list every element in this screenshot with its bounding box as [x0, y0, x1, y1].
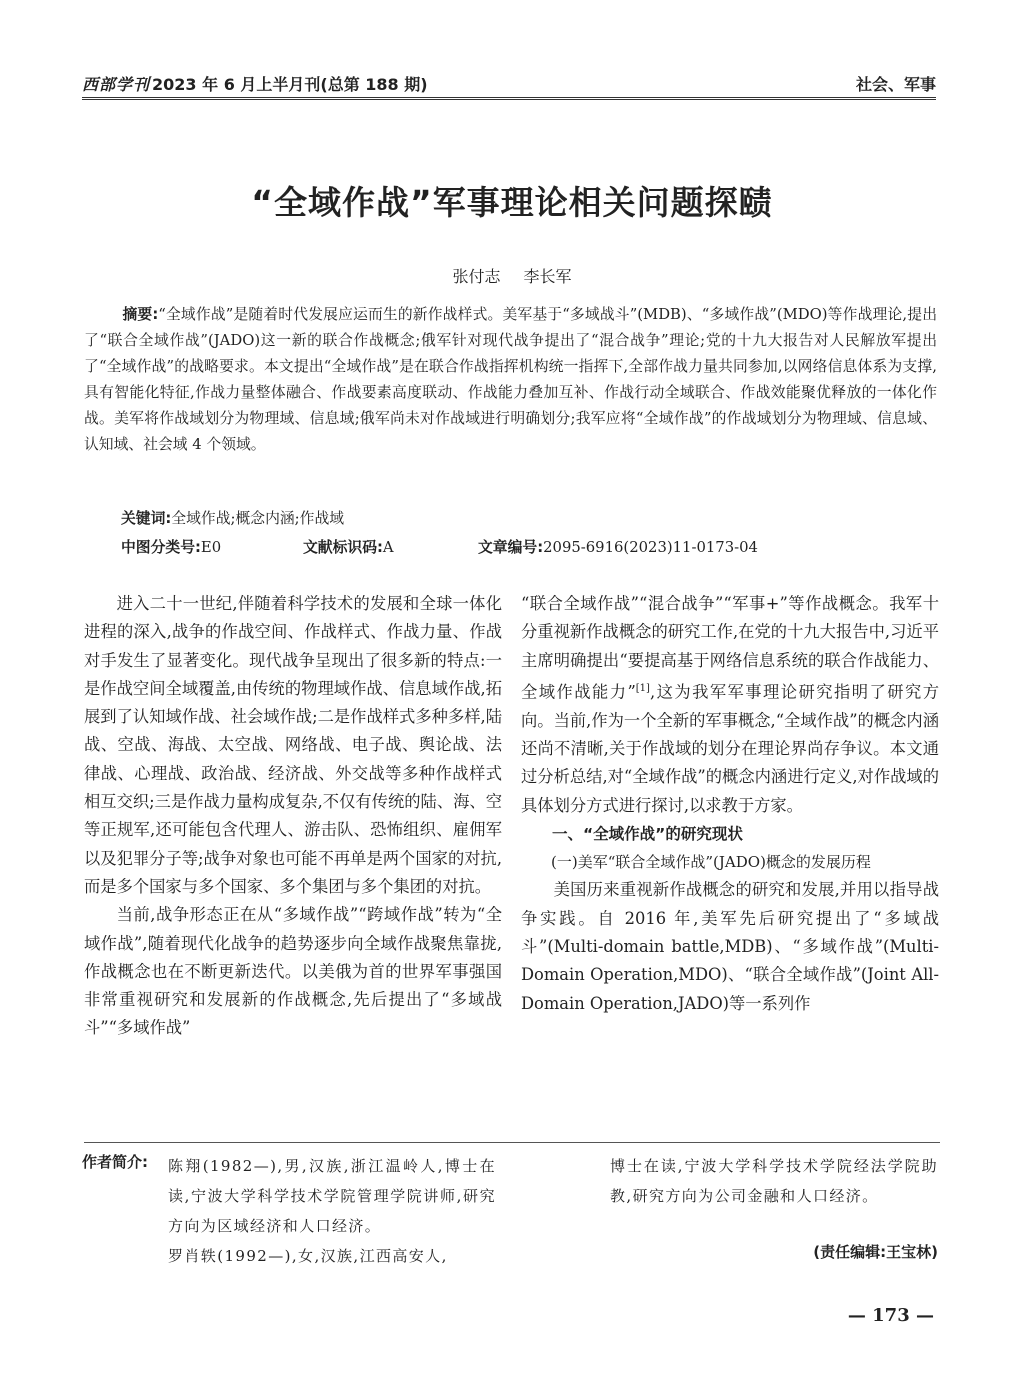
- abstract-text: “全域作战”是随着时代发展应运而生的新作战样式。美军基于“多域战斗”(MDB)、“多域作战”(MDO)等作战理论,提出了“联合全域作战”(JADO)这一新的联合作战概念;俄军针对现代战争提出了“混合战争”理论;党的十九大报告对人民解放军提出了“全域作战”的战略要求。本文提出“全域作战”是在联合作战指挥机构统一指挥下,全部作战力量共同参加,以网络信息体系为支撑,具有智能化特征,作战力量整体融合、作战要素高度联动、作战能力叠加互补、作战行动全域联合、作战效能聚优释放的一体化作战。美军将作战域划分为物理域、信息域;俄军尚未对作战域进行明确划分;我军应将“全域作战”的作战域划分为物理域、信息域、认知域、社会域 4 个领域。: [84, 306, 937, 453]
- author-bio-right: [610, 1151, 938, 1211]
- clc-value: E0: [200, 539, 222, 556]
- article-title: “全域作战”军事理论相关问题探赜: [251, 183, 773, 222]
- keywords-label: 关键词:: [121, 510, 172, 527]
- bio-label: 作者简介:: [82, 1153, 148, 1171]
- journal-name: 西部学刊: [82, 75, 151, 94]
- citation-ref: [1]: [635, 682, 650, 694]
- body-text: “联合全域作战”“混合战争”“军事+”等作战概念。我军十分重视新作战概念的研究工作,在党的十九大报告中,习近平主席明确提出“要提高基于网络信息系统的联合作战能力、全域作战能力”: [521, 594, 939, 702]
- issue-info: 2023 年 6 月上半月刊(总第 188 期): [152, 75, 428, 94]
- author-bio-1: 陈翔(1982—),男,汉族,浙江温岭人,博士在读,宁波大学科学技术学院管理学院讲师,研究方向为区域经济和人口经济。: [168, 1157, 496, 1235]
- author-bio-2-cont: 博士在读,宁波大学科学技术学院经法学院助教,研究方向为公司金融和人口经济。: [610, 1157, 938, 1205]
- footnote-separator: [84, 1142, 940, 1143]
- article-authors: 张付志 李长军: [452, 267, 572, 286]
- body-paragraph: 美国历来重视新作战概念的研究和发展,并用以指导战争实践。自 2016 年,美军先后研究提出了“多域战斗”(Multi-domain battle,MDB)、“多域作战”(Multi-Domain Operation,MDO)、“联合全域作战”(Joint All-Domain Operation,JADO)等一系列作: [521, 880, 939, 1013]
- page-number: — 173 —: [847, 1305, 934, 1326]
- responsible-editor: (责任编辑:王宝林): [813, 1243, 938, 1261]
- clc-label: 中图分类号:: [121, 539, 201, 556]
- author-bio-2-start: 罗肖轶(1992—),女,汉族,江西高安人,: [168, 1247, 448, 1265]
- keywords: [84, 506, 937, 532]
- body-column-right: [521, 590, 939, 1018]
- body-paragraph: 进入二十一世纪,伴随着科学技术的发展和全球一体化进程的深入,战争的作战空间、作战样式、作战力量、作战对手发生了显著变化。现代战争呈现出了很多新的特点:一是作战空间全域覆盖,由传统的物理域作战、信息域作战,拓展到了认知域作战、社会域作战;二是作战样式多种多样,陆战、空战、海战、太空战、网络战、电子战、舆论战、法律战、心理战、政治战、经济战、外交战等多种作战样式相互交织;三是作战力量构成复杂,不仅有传统的陆、海、空等正规军,还可能包含代理人、游击队、恐怖组织、雇佣军以及犯罪分子等;战争对象也可能不再单是两个国家的对抗,而是多个国家与多个国家、多个集团与多个集团的对抗。: [84, 594, 502, 896]
- classification-line: [84, 535, 937, 561]
- subsection-heading: (一)美军“联合全域作战”(JADO)概念的发展历程: [551, 853, 871, 872]
- body-column-left: [84, 590, 502, 1043]
- author-bio-left: [168, 1151, 496, 1271]
- journal-issue: [82, 72, 428, 95]
- keywords-text: 全域作战;概念内涵;作战域: [171, 510, 345, 527]
- abstract-label: 摘要:: [122, 306, 159, 323]
- doc-code-value: A: [382, 539, 394, 556]
- section-heading: 一、“全域作战”的研究现状: [552, 824, 743, 843]
- abstract: [84, 302, 937, 458]
- body-paragraph: [521, 590, 939, 820]
- section-name: 社会、军事: [855, 75, 936, 94]
- body-paragraph: 当前,战争形态正在从“多域作战”“跨域作战”转为“全域作战”,随着现代化战争的趋势逐步向全域作战聚焦靠拢,作战概念也在不断更新迭代。以美俄为首的世界军事强国非常重视研究和发展新的作战概念,先后提出了“多域战斗”“多域作战”: [84, 905, 502, 1038]
- header-rule: [82, 97, 936, 100]
- body-text: ,这为我军军事理论研究指明了研究方向。当前,作为一个全新的军事概念,“全域作战”的概念内涵还尚不清晰,关于作战域的划分在理论界尚存争议。本文通过分析总结,对“全域作战”的概念内涵进行定义,对作战域的具体划分方式进行探讨,以求教于方家。: [521, 682, 939, 815]
- doc-code-label: 文献标识码:: [303, 539, 383, 556]
- running-header: [82, 66, 936, 100]
- article-no-label: 文章编号:: [478, 539, 544, 556]
- article-no-value: 2095-6916(2023)11-0173-04: [543, 539, 758, 556]
